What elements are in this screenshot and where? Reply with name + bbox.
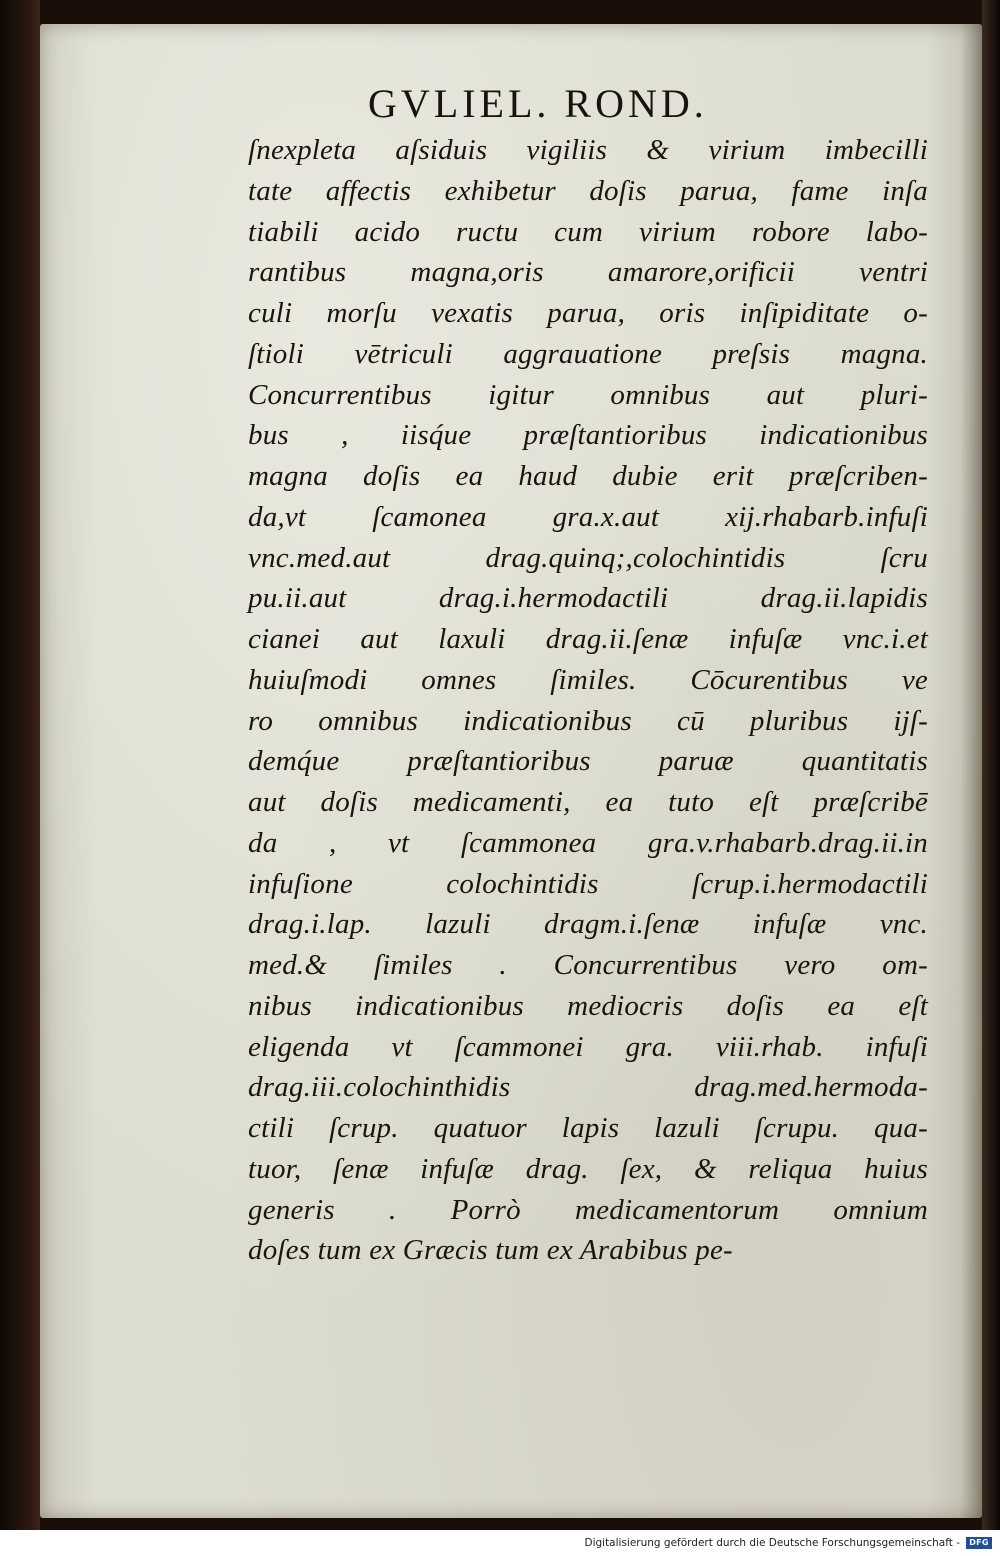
text-line: demq́ue præſtantioribus paruæ quantitatis xyxy=(248,745,928,778)
text-line: drag.iii.colochinthidis drag.med.hermoda- xyxy=(248,1071,928,1104)
text-line: tuor, ſenæ infuſæ drag. ſex, & reliqua huius xyxy=(248,1152,928,1185)
text-line: vnc.med.aut drag.quinq;,colochintidis ſcru xyxy=(248,541,928,574)
text-line: tate affectis exhibetur doſis parua, fame inſa xyxy=(248,174,928,207)
running-head: GVLIEL. ROND. xyxy=(368,81,708,126)
text-line: med.& ſimiles . Concurrentibus vero om- xyxy=(248,949,928,981)
text-line: ctili ſcrup. quatuor lapis lazuli ſcrupu. qua- xyxy=(248,1112,928,1144)
text-line: nibus indicationibus mediocris doſis ea eſt xyxy=(248,989,928,1022)
text-line: cianei aut laxuli drag.ii.ſenæ infuſæ vnc.i.et xyxy=(248,623,928,655)
dfg-logo: DFG xyxy=(966,1537,992,1549)
book-edge-left xyxy=(0,0,40,1530)
body-text xyxy=(248,130,928,1271)
page-gutter-shadow xyxy=(960,24,982,1518)
text-line: bus , iisq́ue præſtantioribus indicationibus xyxy=(248,419,928,452)
footer-bar xyxy=(0,1530,1000,1556)
text-line: ſtioli vētriculi aggrauatione preſsis magna. xyxy=(248,337,928,370)
text-line: aut doſis medicamenti, ea tuto eſt præſcribē xyxy=(248,786,928,818)
text-line: eligenda vt ſcammonei gra. viii.rhab. infuſi xyxy=(248,1030,928,1063)
text-line: infuſione colochintidis ſcrup.i.hermodactili xyxy=(248,867,928,900)
text-line: da,vt ſcamonea gra.x.aut xij.rhabarb.infuſi xyxy=(248,500,928,533)
text-line: huiuſmodi omnes ſimiles. Cōcurentibus ve xyxy=(248,663,928,696)
text-line: rantibus magna,oris amarore,orificii ventri xyxy=(248,256,928,289)
text-line: generis . Porrò medicamentorum omnium xyxy=(248,1193,928,1226)
footer-credit: Digitalisierung gefördert durch die Deutsche Forschungsgemeinschaft - xyxy=(584,1537,960,1549)
text-line: magna doſis ea haud dubie erit præſcriben- xyxy=(248,460,928,492)
text-line: pu.ii.aut drag.i.hermodactili drag.ii.lapidis xyxy=(248,582,928,615)
book-edge-right xyxy=(982,0,1000,1530)
text-line: ro omnibus indicationibus cū pluribus ijſ- xyxy=(248,704,928,737)
text-line: da , vt ſcammonea gra.v.rhabarb.drag.ii.in xyxy=(248,826,928,859)
text-line: drag.i.lap. lazuli dragm.i.ſenæ infuſæ vnc. xyxy=(248,908,928,941)
text-line: doſes tum ex Græcis tum ex Arabibus pe- xyxy=(248,1234,733,1267)
text-line: culi morſu vexatis parua, oris inſipiditate o- xyxy=(248,297,928,329)
text-line: Concurrentibus igitur omnibus aut pluri- xyxy=(248,378,928,411)
text-line: tiabili acido ructu cum virium robore labo- xyxy=(248,215,928,248)
text-line: ſnexpleta aſsiduis vigiliis & virium imbecilli xyxy=(248,134,928,166)
